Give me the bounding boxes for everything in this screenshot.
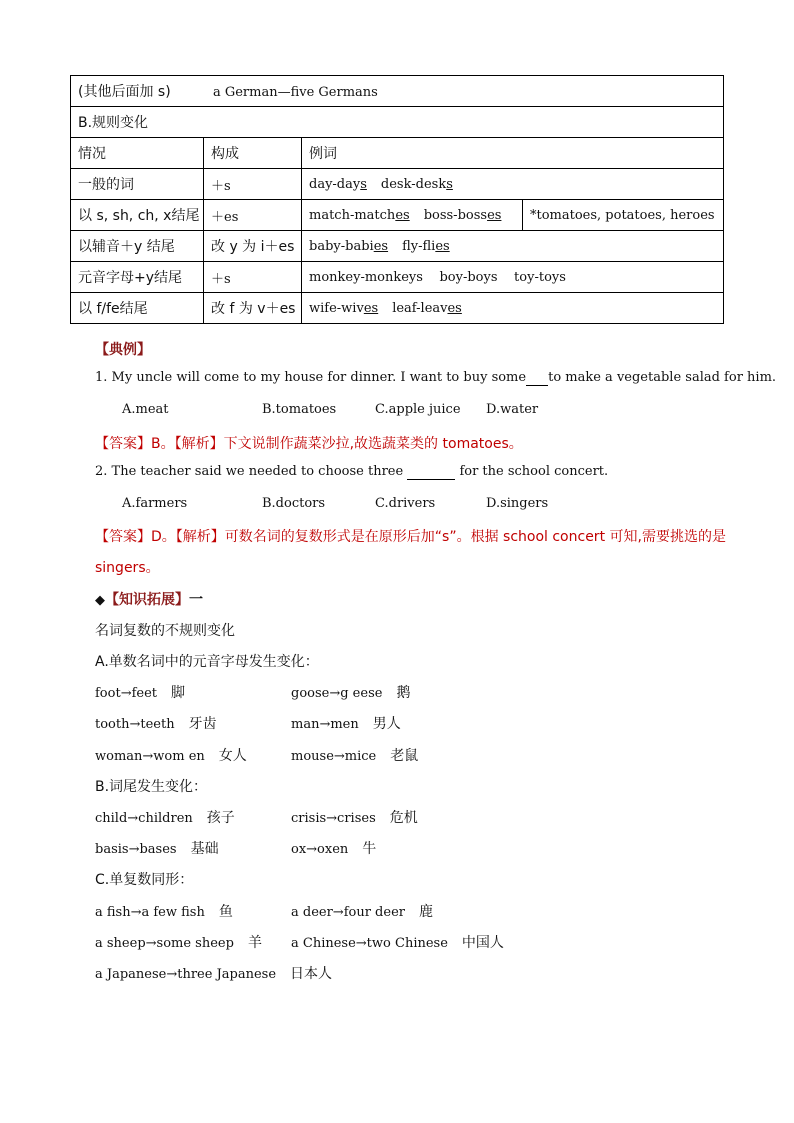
example-word: boss-boss (423, 207, 488, 223)
section-c-title: C.单复数同形： (95, 872, 194, 888)
q1-option-d: D.water (486, 402, 539, 417)
q1-answer (95, 433, 523, 453)
example-word: desk-desk (380, 176, 447, 192)
formation-cell: ＋s (204, 262, 302, 293)
extension-dash: 一 (189, 592, 203, 608)
example-suffix: es (373, 238, 389, 254)
example-word: wife-wiv (309, 300, 364, 316)
q2-option-d: D.singers (486, 496, 549, 511)
word-pair: crisis→crises 危机 (291, 810, 418, 826)
section-a-title: A.单数名词中的元音字母发生变化： (95, 654, 319, 670)
situation-cell: 以辅音＋y 结尾 (71, 231, 204, 262)
example-suffix: es (363, 300, 379, 316)
word-pair: a deer→four deer 鹿 (291, 904, 433, 920)
word-pair: basis→bases 基础 (95, 841, 219, 857)
table-row (71, 293, 724, 324)
situation-cell: 元音字母+y结尾 (71, 262, 204, 293)
answer-explanation: 下文说制作蔬菜沙拉,故选蔬菜类的 tomatoes。 (223, 436, 523, 452)
example-suffix: es (487, 207, 502, 223)
header-situation: 情况 (71, 138, 204, 169)
example-suffix: s (446, 176, 453, 192)
question-text: for the school concert. (455, 464, 609, 479)
situation-cell: 以 s, sh, ch, x结尾 (71, 200, 204, 231)
table-cell (71, 76, 724, 107)
question-text: 2. The teacher said we needed to choose three (95, 464, 408, 479)
section-heading: B.规则变化 (71, 107, 724, 138)
situation-cell: 一般的词 (71, 169, 204, 200)
header-formation: 构成 (204, 138, 302, 169)
q1-option-b: B.tomatoes (262, 402, 337, 417)
extension-title: 【知识拓展】 (105, 592, 189, 608)
word-pair: ox→oxen 牛 (291, 841, 377, 857)
question-text: to make a vegetable salad for him. (548, 370, 777, 385)
word-pair: a fish→a few fish 鱼 (95, 904, 233, 920)
example-word: fly-fli (402, 238, 436, 254)
examples-cell (302, 231, 724, 262)
example-suffix: es (435, 238, 450, 254)
situation-cell: 以 f/fe结尾 (71, 293, 204, 324)
example-word: leaf-leav (392, 300, 448, 316)
word-pair: child→children 孩子 (95, 810, 235, 826)
example-word: baby-babi (309, 238, 374, 254)
extension-subtitle: 名词复数的不规则变化 (95, 623, 235, 639)
q1-option-c: C.apple juice (375, 402, 461, 417)
section-b-title: B.词尾发生变化： (95, 779, 208, 795)
word-pair: tooth→teeth 牙齿 (95, 716, 217, 732)
formation-cell: ＋es (204, 200, 302, 231)
q2-option-a: A.farmers (122, 496, 188, 511)
word-pair: woman→wom en 女人 (95, 748, 247, 764)
diamond-icon: ◆ (95, 593, 105, 608)
word-pair: foot→feet 脚 (95, 685, 186, 701)
example-suffix: es (395, 207, 410, 223)
word-pair: a Chinese→two Chinese 中国人 (291, 935, 504, 951)
extension-heading (95, 589, 203, 609)
row-label: (其他后面加 s) (78, 84, 171, 100)
word-pair: man→men 男人 (291, 716, 401, 732)
answer-blank (526, 370, 548, 386)
table-row (71, 231, 724, 262)
answer-blank (407, 464, 455, 480)
formation-cell: 改 y 为 i＋es (204, 231, 302, 262)
example-suffix: s (360, 176, 367, 192)
word-pair: goose→g eese 鹅 (291, 685, 411, 701)
examples-cell: monkey-monkeys boy-boys toy-toys (302, 262, 724, 293)
answer-tag: 【答案】B。【解析】 (95, 436, 224, 452)
table-header-row (71, 138, 724, 169)
row-example: a German—five Germans (212, 85, 378, 100)
answer-explanation: singers。 (95, 560, 160, 576)
example-word: match-match (309, 207, 396, 223)
q2-answer-continued (95, 557, 160, 577)
example-heading: 【典例】 (95, 342, 151, 358)
example-suffix: es (447, 300, 462, 316)
question-1 (95, 370, 776, 386)
word-pair: mouse→mice 老鼠 (291, 748, 419, 764)
table-row (71, 169, 724, 200)
plural-rules-table (70, 75, 724, 324)
question-text: 1. My uncle will come to my house for dinner. I want to buy some (95, 370, 527, 385)
q2-option-c: C.drivers (375, 496, 436, 511)
answer-explanation: 可数名词的复数形式是在原形后加“s”。根据 school concert 可知,需要挑选的是 (224, 529, 726, 545)
formation-cell: 改 f 为 v＋es (204, 293, 302, 324)
extra-examples-cell: *tomatoes, potatoes, heroes (523, 200, 724, 231)
question-2 (95, 464, 608, 480)
word-pair: a sheep→some sheep 羊 (95, 935, 262, 951)
answer-tag: 【答案】D。【解析】 (95, 529, 225, 545)
table-row (71, 262, 724, 293)
examples-cell (302, 169, 724, 200)
examples-cell (302, 293, 724, 324)
examples-cell (302, 200, 523, 231)
table-row (71, 76, 724, 107)
formation-cell: ＋s (204, 169, 302, 200)
word-pair: a Japanese→three Japanese 日本人 (95, 966, 333, 982)
q2-answer (95, 526, 726, 546)
header-examples: 例词 (302, 138, 724, 169)
q2-option-b: B.doctors (262, 496, 326, 511)
q1-option-a: A.meat (122, 402, 169, 417)
table-row (71, 107, 724, 138)
table-row (71, 200, 724, 231)
example-word: day-day (309, 176, 361, 192)
